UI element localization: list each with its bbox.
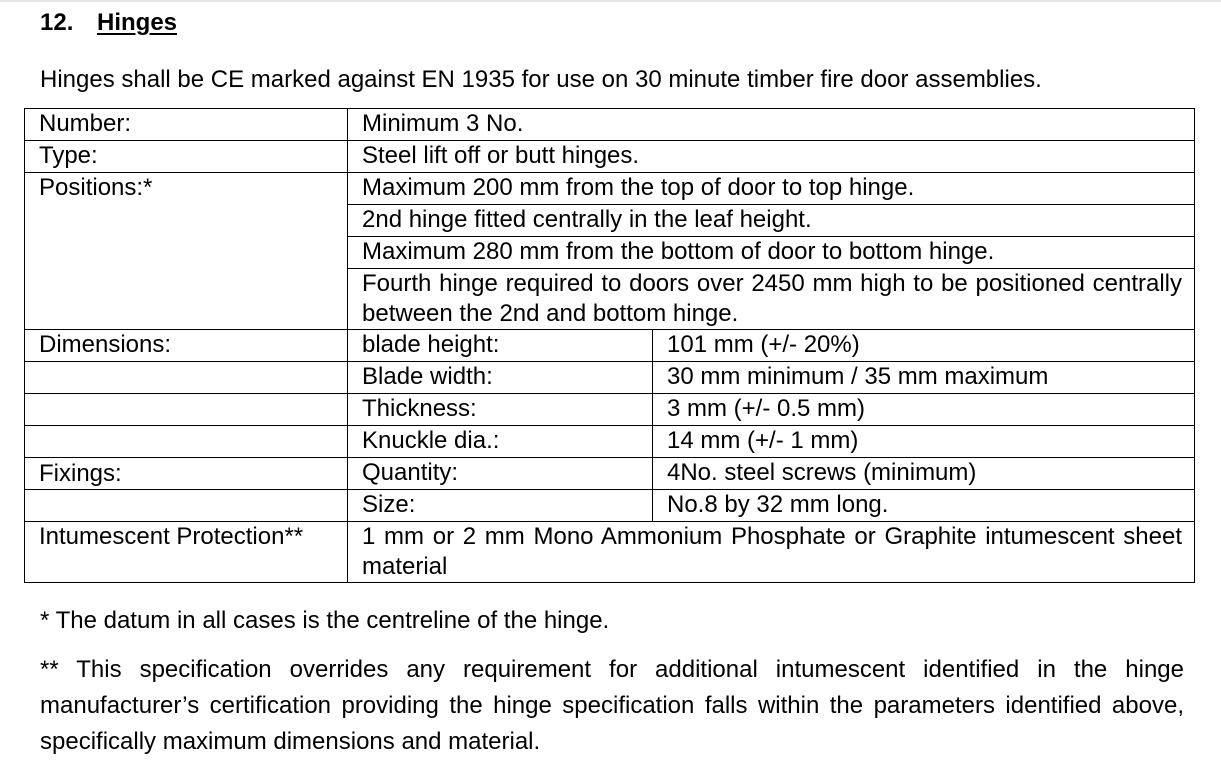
fixing-value: 4No. steel screws (minimum) [653,458,1195,490]
empty-label-cell [25,362,348,394]
hinge-spec-table [24,108,1195,583]
dimension-param: Blade width: [348,362,653,394]
row-value-intumescent: 1 mm or 2 mm Mono Ammonium Phosphate or Graphite intumescent sheet material [348,522,1195,583]
row-label-fixings: Fixings: [25,458,348,490]
row-value-number: Minimum 3 No. [348,109,1195,141]
fixing-param: Quantity: [348,458,653,490]
dimension-param: Knuckle dia.: [348,426,653,458]
section-heading [40,9,177,37]
row-label-positions: Positions:* [25,173,348,330]
table-row-intumescent [25,522,1195,583]
table-row-fixings [25,490,1195,522]
dimension-param: blade height: [348,330,653,362]
footnote-datum: * The datum in all cases is the centreline of the hinge. [40,607,610,634]
footnote-override: ** This specification overrides any requirement for additional intumescent identified in the hinge manufacturer’s certification providing the hinge specification falls within the parameters identified above, specifically maximum dimensions and material. [40,656,1184,755]
empty-label-cell [25,394,348,426]
top-rule [0,0,1221,2]
table-row-fixings [25,458,1195,490]
empty-label-cell [25,490,348,522]
dimension-value: 101 mm (+/- 20%) [653,330,1195,362]
section-title: Hinges [97,9,178,36]
table-row-dimensions [25,362,1195,394]
empty-label-cell [25,426,348,458]
table-row-dimensions [25,426,1195,458]
dimension-value: 30 mm minimum / 35 mm maximum [653,362,1195,394]
row-value-type: Steel lift off or butt hinges. [348,141,1195,173]
row-label-type: Type: [25,141,348,173]
table-row-positions [25,173,1195,205]
table-row-type [25,141,1195,173]
table-row-dimensions [25,394,1195,426]
position-item: 2nd hinge fitted centrally in the leaf height. [348,205,1195,237]
row-label-number: Number: [25,109,348,141]
table-row-dimensions [25,330,1195,362]
dimension-param: Thickness: [348,394,653,426]
row-label-intumescent: Intumescent Protection** [25,522,348,583]
table-row-number [25,109,1195,141]
position-item: Maximum 280 mm from the bottom of door to bottom hinge. [348,237,1195,269]
dimension-value: 14 mm (+/- 1 mm) [653,426,1195,458]
intro-paragraph: Hinges shall be CE marked against EN 1935 for use on 30 minute timber fire door assemblies. [40,66,1042,93]
position-item: Fourth hinge required to doors over 2450 mm high to be positioned centrally between the 2nd and bottom hinge. [348,269,1195,330]
section-number: 12. [40,9,74,36]
fixing-param: Size: [348,490,653,522]
fixing-value: No.8 by 32 mm long. [653,490,1195,522]
row-label-dimensions: Dimensions: [25,330,348,362]
dimension-value: 3 mm (+/- 0.5 mm) [653,394,1195,426]
position-item: Maximum 200 mm from the top of door to top hinge. [348,173,1195,205]
